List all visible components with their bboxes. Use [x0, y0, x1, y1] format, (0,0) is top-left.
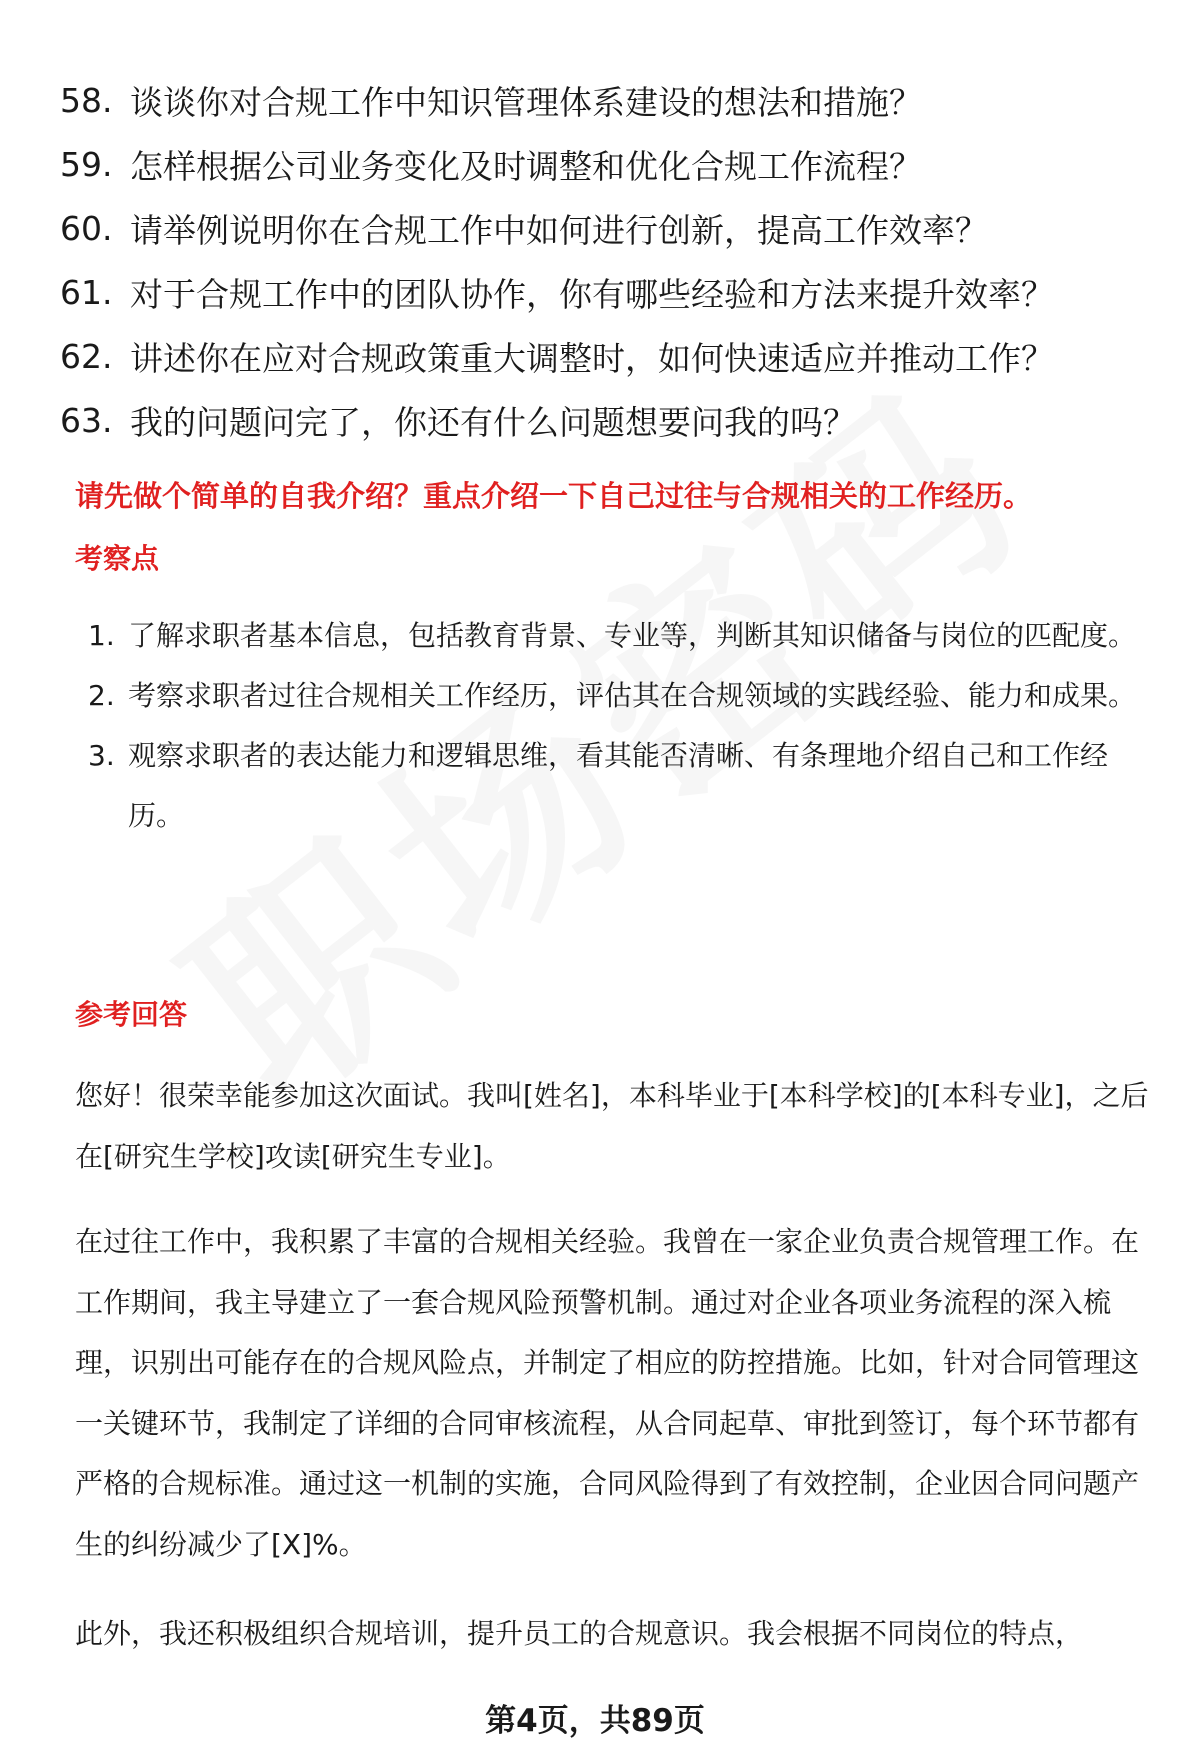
question-number: 58.: [60, 80, 113, 120]
points-list: [88, 606, 1158, 846]
question-text: 讲述你在应对合规政策重大调整时，如何快速适应并推动工作？: [130, 338, 1054, 378]
page-number: 第4页，共89页: [485, 1703, 705, 1739]
question-number: 61.: [60, 272, 113, 312]
question-item: [60, 196, 1160, 260]
question-item: [60, 388, 1160, 452]
question-text: 请举例说明你在合规工作中如何进行创新，提高工作效率？: [130, 210, 988, 250]
question-number: 60.: [60, 208, 113, 248]
answer-heading: 参考回答: [75, 998, 188, 1031]
point-item: [88, 666, 1158, 726]
point-item: [88, 726, 1158, 846]
question-item: [60, 132, 1160, 196]
question-text: 我的问题问完了，你还有什么问题想要问我的吗？: [130, 402, 856, 442]
answer-paragraph: 此外，我还积极组织合规培训，提升员工的合规意识。我会根据不同岗位的特点，: [75, 1617, 1084, 1650]
answer-paragraph: 在过往工作中，我积累了丰富的合规相关经验。我曾在一家企业负责合规管理工作。在工作期间，我主导建立了一套合规风险预警机制。通过对企业各项业务流程的深入梳理，识别出可能存在的合规风险点，并制定了相应的防控措施。比如，针对合同管理这一关键环节，我制定了详细的合同审核流程，从合同起草、审批到签订，每个环节都有严格的合规标准。通过这一机制的实施，合同风险得到了有效控制，企业因合同问题产生的纠纷减少了[X]%。: [75, 1225, 1140, 1561]
question-text: 对于合规工作中的团队协作，你有哪些经验和方法来提升效率？: [130, 274, 1054, 314]
question-number: 59.: [60, 144, 113, 184]
point-item: [88, 606, 1158, 666]
question-item: [60, 68, 1160, 132]
question-item: [60, 260, 1160, 324]
point-text: 了解求职者基本信息，包括教育背景、专业等，判断其知识储备与岗位的匹配度。: [128, 619, 1137, 652]
point-text: 观察求职者的表达能力和逻辑思维，看其能否清晰、有条理地介绍自己和工作经历。: [128, 739, 1109, 832]
point-number: 1.: [88, 619, 115, 652]
points-heading: 考察点: [75, 542, 160, 575]
point-number: 3.: [88, 739, 115, 772]
section-title: 请先做个简单的自我介绍？重点介绍一下自己过往与合规相关的工作经历。: [75, 479, 1033, 513]
question-text: 怎样根据公司业务变化及时调整和优化合规工作流程？: [130, 146, 922, 186]
question-list: [60, 68, 1160, 452]
question-text: 谈谈你对合规工作中知识管理体系建设的想法和措施？: [130, 82, 922, 122]
point-text: 考察求职者过往合规相关工作经历，评估其在合规领域的实践经验、能力和成果。: [128, 679, 1137, 712]
point-number: 2.: [88, 679, 115, 712]
question-number: 62.: [60, 336, 113, 376]
question-number: 63.: [60, 400, 113, 440]
answer-paragraph: 您好！很荣幸能参加这次面试。我叫[姓名]，本科毕业于[本科学校]的[本科专业]，之后在[研究生学校]攻读[研究生专业]。: [75, 1079, 1149, 1173]
question-item: [60, 324, 1160, 388]
